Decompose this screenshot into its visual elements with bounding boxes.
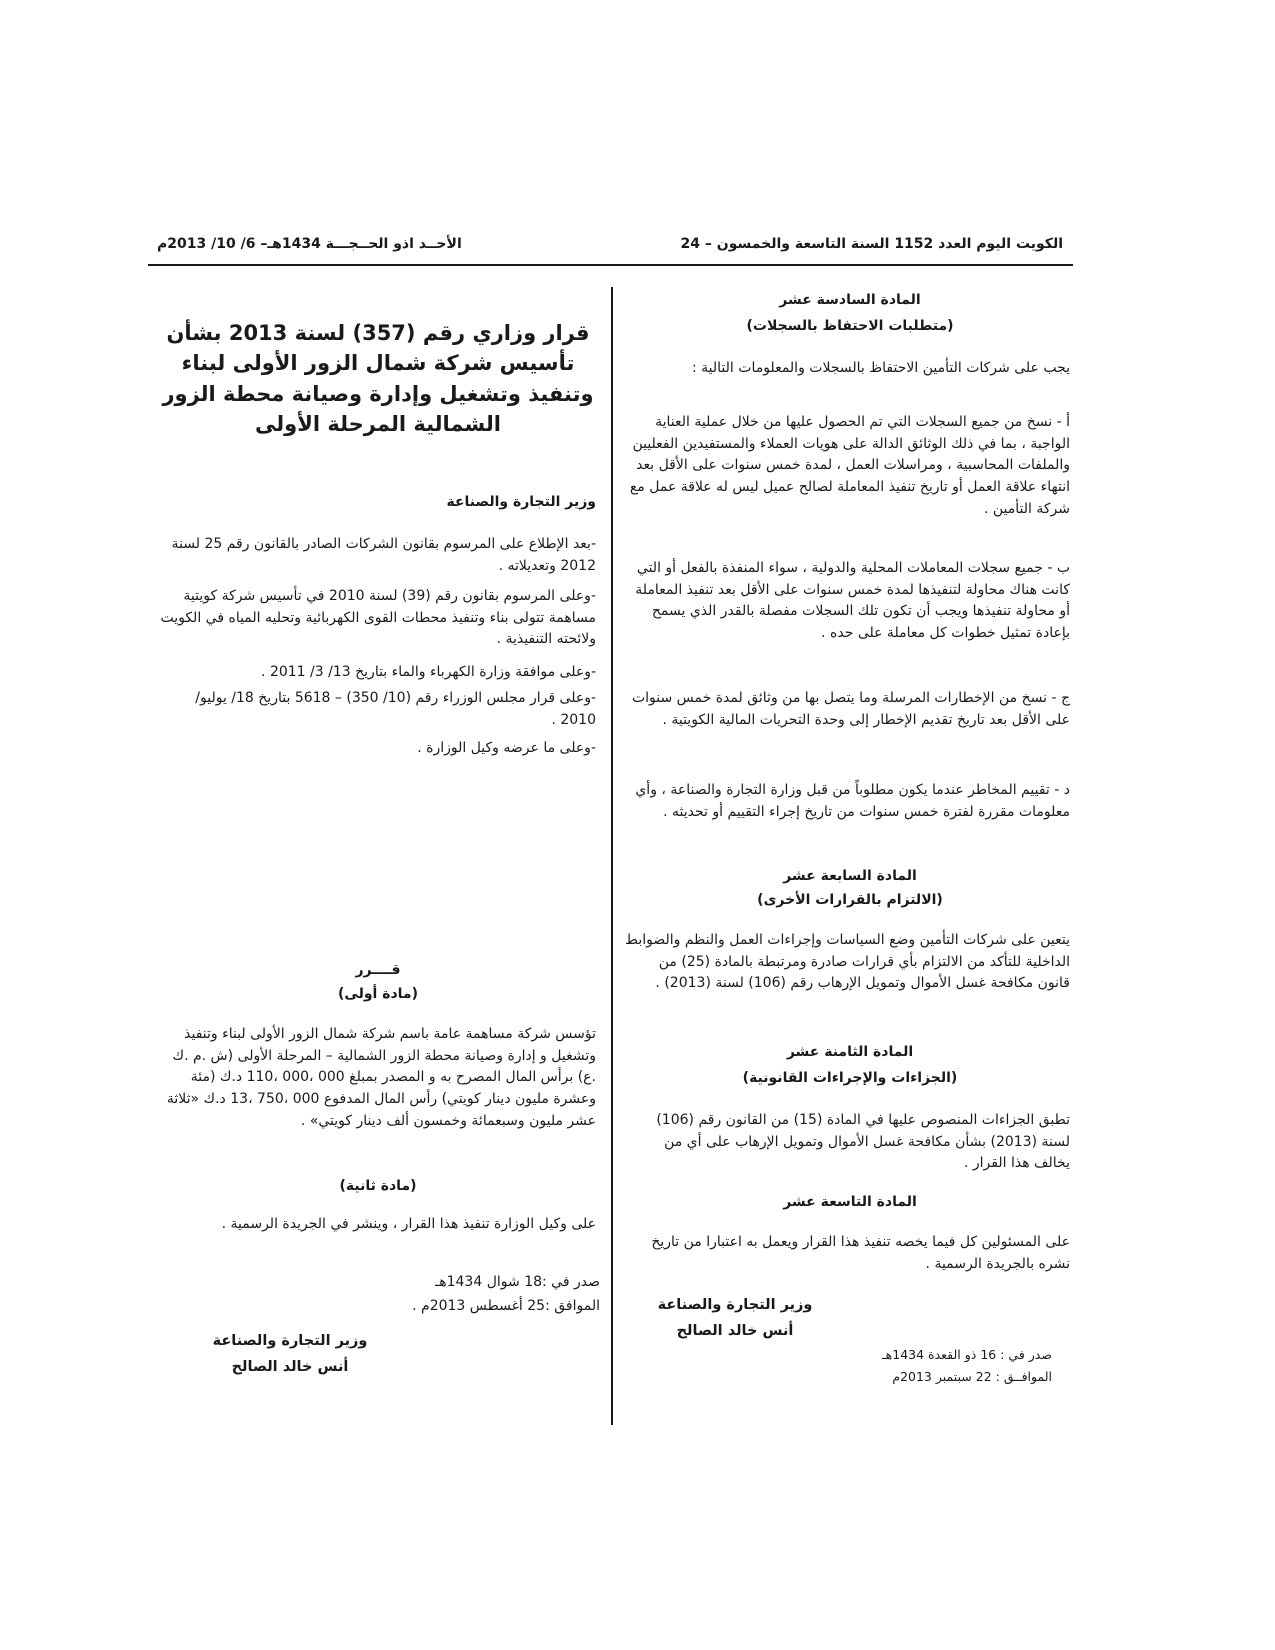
right-minister-title: وزير التجارة والصناعة bbox=[657, 1297, 813, 1313]
article-16-item-a: أ - نسخ من جميع السجلات التي تم الحصول عليها من خلال عملية العناية الواجبة ، بما في ذلك الوثائق الدالة على هويات العملاء والمستفيدين الفعليين والملفات المحاسبية ، ومراسلات العمل ، لمدة خمس سنوات على الأقل بعد انتهاء علاقة العمل أو تاريخ تنفيذ المعاملة لصالح عميل ليس له علاقة عمل مع شركة التأمين . bbox=[629, 414, 1070, 517]
preamble-3: -وعلى موافقة وزارة الكهرباء والماء بتاريخ 13/ 3/ 2011 . bbox=[261, 664, 596, 680]
header-rule bbox=[148, 264, 1073, 266]
right-issued-date: صدر في : 16 ذو القعدة 1434هـ bbox=[881, 1347, 1052, 1362]
right-corresponding-date: الموافــق : 22 سبتمبر 2013م bbox=[892, 1369, 1052, 1384]
article-1-title: (مادة أولى) bbox=[338, 986, 418, 1002]
left-issued-date: صدر في :18 شوال 1434هـ bbox=[435, 1274, 600, 1290]
article-18-title: المادة الثامنة عشر bbox=[786, 1044, 914, 1060]
right-minister-name: أنس خالد الصالح bbox=[676, 1323, 794, 1339]
left-minister-name: أنس خالد الصالح bbox=[231, 1359, 349, 1375]
article-16-title: المادة السادسة عشر bbox=[779, 292, 921, 308]
left-minister-title: وزير التجارة والصناعة bbox=[212, 1333, 368, 1349]
decree-title: قرار وزاري رقم (357) لسنة 2013 بشأن تأسيس شركة شمال الزور الأولى لبناء وتنفيذ وتشغيل وإدارة وصيانة محطة الزور الشمالية المرحلة الأولى bbox=[162, 321, 594, 437]
preamble-4: -وعلى قرار مجلس الوزراء رقم (10/ 350) – 5618 بتاريخ 18/ يوليو/ 2010 . bbox=[195, 690, 596, 728]
article-16-item-c: ج - نسخ من الإخطارات المرسلة وما يتصل بها من وثائق لمدة خمس سنوات على الأقل بعد تاريخ تقديم الإخطار إلى وحدة التحريات المالية الكويتية . bbox=[631, 690, 1070, 728]
article-19-body: على المسئولين كل فيما يخصه تنفيذ هذا القرار ويعمل به اعتبارا من تاريخ نشره بالجريدة الرسمية . bbox=[651, 1234, 1070, 1272]
article-16-intro: يجب على شركات التأمين الاحتفاظ بالسجلات والمعلومات التالية : bbox=[692, 360, 1070, 376]
preamble-2: -وعلى المرسوم بقانون رقم (39) لسنة 2010 في تأسيس شركة كويتية مساهمة تتولى بناء وتنفيذ محطات القوى الكهربائية وتحليه المياه في الكويت ولائحته التنفيذية . bbox=[160, 588, 596, 648]
decision-heading: قــــرر bbox=[355, 962, 401, 978]
article-2-body: على وكيل الوزارة تنفيذ هذا القرار ، وينشر في الجريدة الرسمية . bbox=[221, 1216, 596, 1232]
article-1-body: تؤسس شركة مساهمة عامة باسم شركة شمال الزور الأولى لبناء وتنفيذ وتشغيل و إدارة وصيانة محطة الزور الشمالية – المرحلة الأولى (ش .م .ك .ع) برأس المال المصرح به و المصدر بمبلغ 000 ،000 ،110 د.ك (مئة وعشرة مليون دينار كويتي) رأس المال المدفوع 000 ،750 ،13 د.ك «ثلاثة عشر مليون وسبعمائة وخمسون ألف دينار كويتي» . bbox=[166, 1026, 596, 1129]
article-17-subtitle: (الالتزام بالقرارات الأخرى) bbox=[757, 892, 943, 908]
article-17-body: يتعين على شركات التأمين وضع السياسات وإجراءات العمل والنظم والضوابط الداخلية للتأكد من الالتزام بأي قرارات صادرة ومرتبطة بالمادة (25) من قانون مكافحة غسل الأموال وتمويل الإرهاب رقم (106) لسنة (2013) . bbox=[625, 932, 1070, 992]
article-17-title: المادة السابعة عشر bbox=[783, 868, 917, 884]
article-2-title: (مادة ثانية) bbox=[339, 1178, 417, 1194]
article-16-subtitle: (متطلبات الاحتفاظ بالسجلات) bbox=[746, 318, 954, 334]
left-minister-heading: وزير التجارة والصناعة bbox=[446, 494, 596, 510]
article-18-subtitle: (الجزاءات والإجراءات القانونية) bbox=[742, 1070, 958, 1086]
header-issue-info: الكويت اليوم العدد 1152 السنة التاسعة والخمسون – 24 bbox=[680, 236, 1063, 252]
article-19-title: المادة التاسعة عشر bbox=[783, 1194, 917, 1210]
column-divider bbox=[611, 287, 613, 1425]
left-corresponding-date: الموافق :25 أغسطس 2013م . bbox=[412, 1298, 600, 1314]
article-16-item-d: د - تقييم المخاطر عندما يكون مطلوباً من قبل وزارة التجارة والصناعة ، وأي معلومات مقررة لفترة خمس سنوات من تاريخ إجراء التقييم أو تحديثه . bbox=[635, 782, 1070, 820]
preamble-1: -بعد الإطلاع على المرسوم بقانون الشركات الصادر بالقانون رقم 25 لسنة 2012 وتعديلاته . bbox=[171, 536, 596, 574]
article-16-item-b: ب - جميع سجلات المعاملات المحلية والدولية ، سواء المنفذة بالفعل أو التي كانت هناك محاولة لتنفيذها لمدة خمس سنوات على الأقل بعد تنفيذ المعاملة أو محاولة تنفيذها ويجب أن تكون تلك السجلات مفصلة بالقدر الذي يسمح بإعادة تمثيل خطوات كل معاملة على حده . bbox=[635, 560, 1070, 642]
article-18-body: تطبق الجزاءات المنصوص عليها في المادة (15) من القانون رقم (106) لسنة (2013) بشأن مكافحة غسل الأموال وتمويل الإرهاب على أي من يخالف هذا القرار . bbox=[656, 1112, 1070, 1172]
header-date: الأحــد اذو الحــجـــة 1434هـ– 6/ 10/ 2013م bbox=[157, 236, 462, 252]
preamble-5: -وعلى ما عرضه وكيل الوزارة . bbox=[417, 740, 596, 756]
